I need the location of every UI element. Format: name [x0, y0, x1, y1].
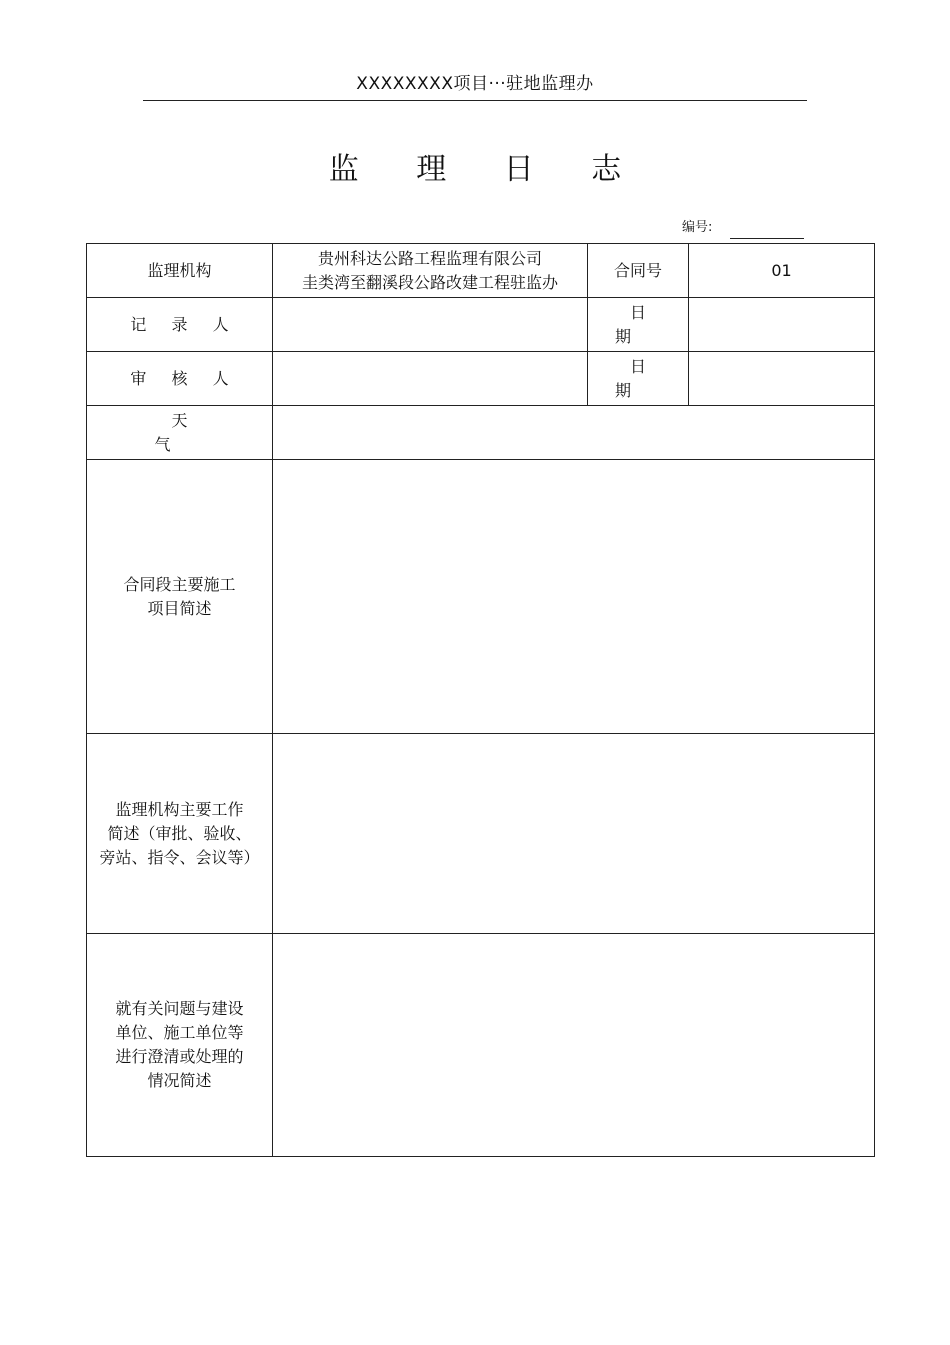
construction-label-line2: 项目简述	[147, 598, 212, 618]
supervision-org-line2: 圭类湾至翻溪段公路改建工程驻监办	[301, 272, 558, 292]
table-row-reviewer	[87, 352, 875, 406]
date-label-2: 日 期	[588, 352, 689, 406]
supervision-org-value	[273, 244, 588, 298]
doc-number-field[interactable]	[730, 238, 804, 239]
header-divider	[143, 100, 807, 101]
work-label-line3: 旁站、指令、会议等）	[99, 847, 260, 867]
construction-label-line1: 合同段主要施工	[123, 574, 236, 594]
doc-number-label: 编号:	[682, 220, 713, 235]
reviewer-label: 审 核 人	[87, 352, 273, 406]
issues-label	[87, 934, 273, 1157]
contract-no-label: 合同号	[588, 244, 689, 298]
table-row-issues	[87, 934, 875, 1157]
issues-label-line3: 进行澄清或处理的	[115, 1047, 244, 1066]
page-title: 监 理 日 志	[328, 152, 646, 187]
weather-field[interactable]	[273, 406, 875, 460]
recorder-label: 记 录 人	[87, 298, 273, 352]
construction-field[interactable]	[273, 460, 875, 734]
construction-label	[87, 460, 273, 734]
issues-label-line2: 单位、施工单位等	[115, 1023, 244, 1042]
issues-field[interactable]	[273, 934, 875, 1157]
header-project-name: XXXXXXXX项目···驻地监理办	[356, 74, 594, 94]
work-label	[87, 734, 273, 934]
recorder-field[interactable]	[273, 298, 588, 352]
date-field-2[interactable]	[689, 352, 875, 406]
table-row-weather	[87, 406, 875, 460]
date-field-1[interactable]	[689, 298, 875, 352]
reviewer-field[interactable]	[273, 352, 588, 406]
work-label-line2: 简述（审批、验收、	[107, 823, 252, 843]
table-row-construction	[87, 460, 875, 734]
work-field[interactable]	[273, 734, 875, 934]
issues-label-line1: 就有关问题与建设	[115, 999, 244, 1018]
table-row-work	[87, 734, 875, 934]
table-row-org	[87, 244, 875, 298]
date-label-1: 日 期	[588, 298, 689, 352]
supervision-org-line1: 贵州科达公路工程监理有限公司	[317, 248, 542, 268]
work-label-line1: 监理机构主要工作	[115, 799, 244, 819]
supervision-org-label: 监理机构	[87, 244, 273, 298]
table-row-recorder	[87, 298, 875, 352]
weather-label: 天 气	[87, 406, 273, 460]
contract-no-value[interactable]: 01	[689, 244, 875, 298]
issues-label-line4: 情况简述	[147, 1071, 212, 1090]
supervision-log-table	[86, 243, 875, 1157]
